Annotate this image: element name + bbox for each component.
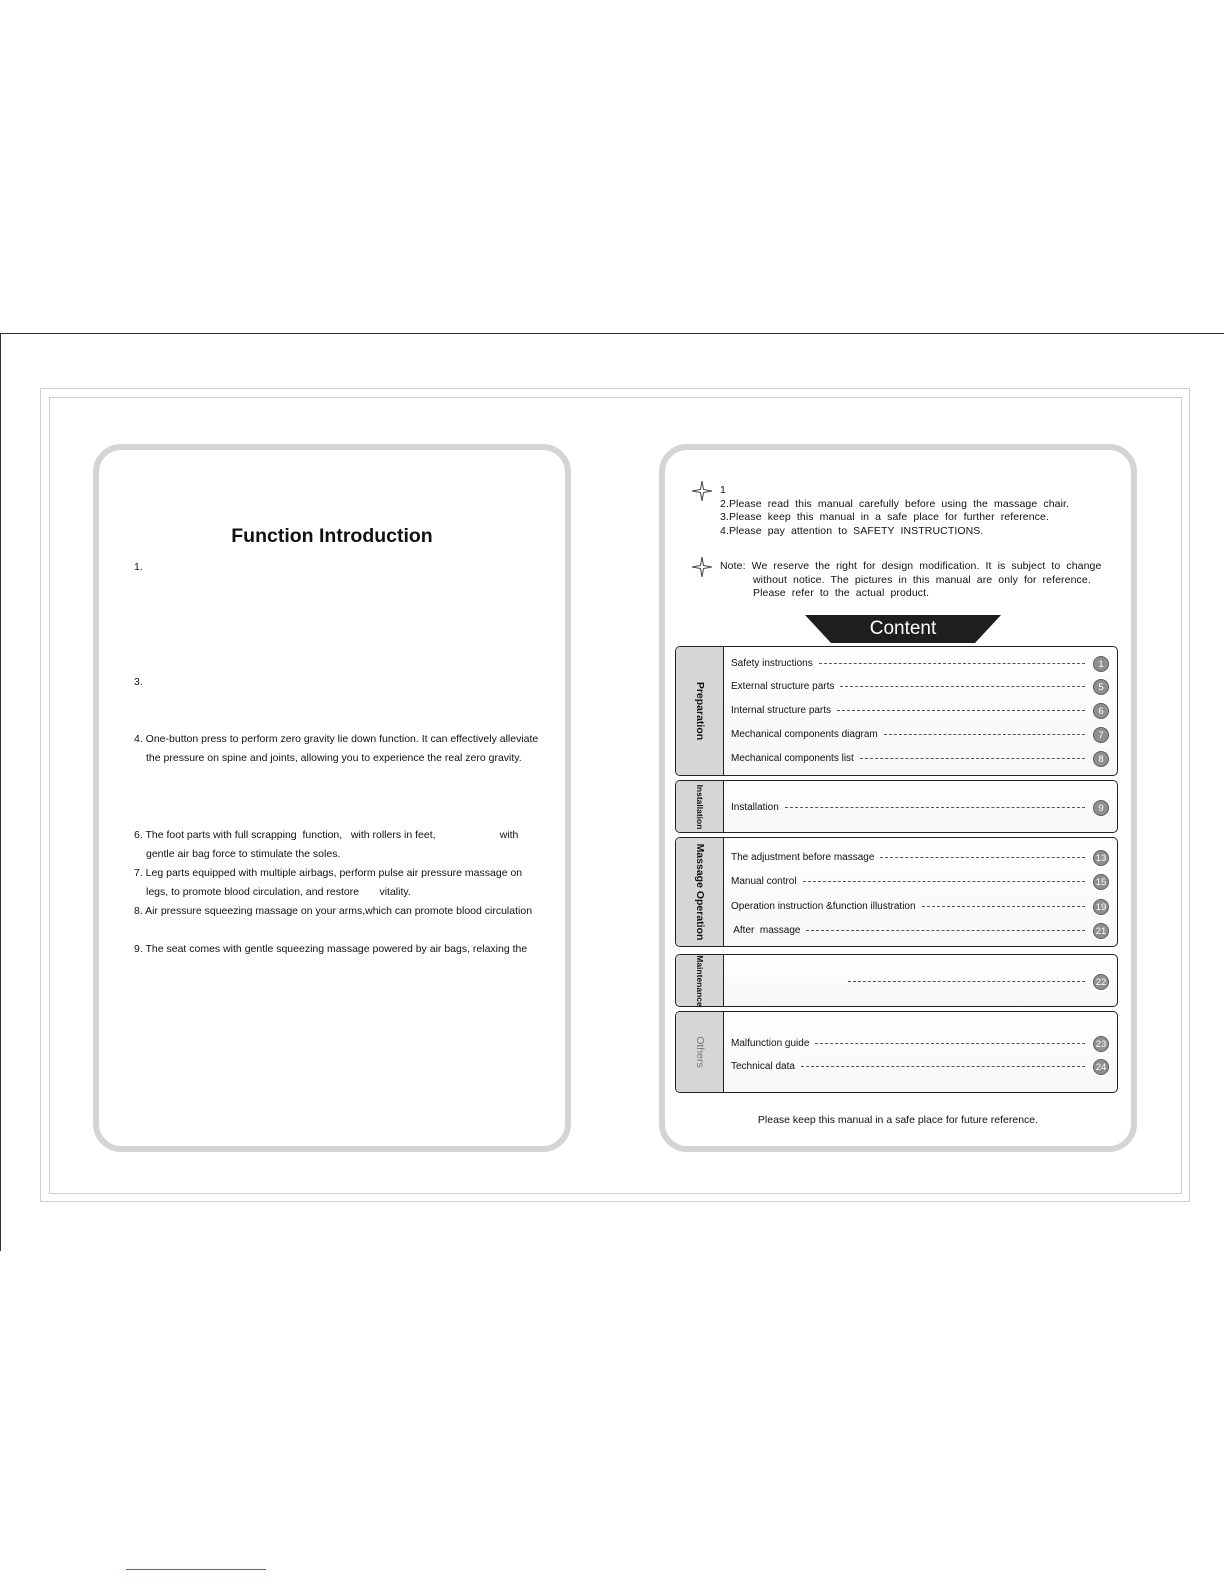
leader-dots — [819, 663, 1085, 664]
section-maintenance — [675, 954, 1118, 1007]
leader-dots — [880, 857, 1085, 858]
item-line: gentle air bag force to stimulate the soles. — [146, 848, 341, 860]
toc-row[interactable] — [731, 799, 1109, 816]
section-others — [675, 1011, 1118, 1093]
note-line: 4.Please pay attention to SAFETY INSTRUCTIONS. — [720, 524, 984, 537]
toc-row[interactable] — [731, 898, 1109, 915]
design-note — [720, 560, 1101, 601]
content-title: Content — [869, 618, 937, 639]
note-line: 3.Please keep this manual in a safe place for further reference. — [720, 511, 1049, 523]
leader-dots — [815, 1043, 1085, 1044]
leader-dots — [837, 710, 1085, 711]
item-line: 3. — [134, 676, 143, 688]
toc-row[interactable] — [731, 726, 1109, 743]
toc-label: Manual control — [731, 876, 797, 887]
leader-dots — [801, 1066, 1085, 1067]
toc-row[interactable] — [731, 1058, 1109, 1075]
toc-label: After massage — [731, 925, 801, 936]
item-line: 6. The foot parts with full scrapping function, with rollers in feet, with — [134, 829, 519, 841]
page-number-badge: 19 — [1093, 899, 1109, 915]
toc-label: External structure parts — [731, 681, 835, 692]
function-introduction-page — [93, 444, 571, 1152]
item-line: 9. The seat comes with gentle squeezing massage powered by air bags, relaxing the — [134, 943, 528, 955]
toc-label: Safety instructions — [731, 658, 813, 669]
note-line: Please refer to the actual product. — [753, 587, 930, 599]
toc-row[interactable] — [731, 922, 1109, 939]
section-tab — [676, 647, 724, 775]
toc-row[interactable] — [731, 1035, 1109, 1052]
section-name: Installation — [694, 784, 705, 829]
leader-dots — [803, 881, 1085, 882]
item-line: 7. Leg parts equipped with multiple airbags, perform pulse air pressure massage on — [134, 867, 523, 879]
leader-dots — [922, 906, 1085, 907]
item-line: legs, to promote blood circulation, and restore vitality. — [146, 886, 411, 898]
leader-dots — [884, 734, 1085, 735]
page-number-badge: 1 — [1093, 656, 1109, 672]
toc-label: Internal structure parts — [731, 705, 832, 716]
sparkle-star-icon — [692, 481, 712, 501]
toc-label: Operation instruction &function illustration — [731, 901, 916, 912]
page-number-badge: 22 — [1093, 974, 1109, 990]
page-number-badge: 21 — [1093, 923, 1109, 939]
function-item-3 — [134, 673, 143, 692]
page-number-badge: 9 — [1093, 800, 1109, 816]
content-banner — [805, 615, 1001, 643]
page-number-badge: 23 — [1093, 1036, 1109, 1052]
function-item-6 — [134, 826, 518, 864]
function-item-4 — [134, 730, 538, 768]
page-number-badge: 8 — [1093, 751, 1109, 767]
item-line: 8. Air pressure squeezing massage on your arms,which can promote blood circulation — [134, 905, 533, 917]
leader-dots — [806, 930, 1085, 931]
function-item-7 — [134, 864, 522, 902]
sparkle-star-icon — [692, 557, 712, 577]
note-line: Note: We reserve the right for design modification. It is subject to change — [720, 560, 1102, 572]
section-name: Massage Operation — [693, 843, 706, 941]
sheet-left-border — [0, 333, 1, 1251]
bottom-link-underline[interactable] — [126, 1569, 266, 1570]
leader-dots — [840, 686, 1085, 687]
note-line: 1 — [720, 484, 726, 496]
function-item-8 — [134, 902, 532, 921]
section-installation — [675, 780, 1118, 833]
page-number-badge: 13 — [1093, 850, 1109, 866]
function-item-1 — [134, 558, 143, 577]
toc-row[interactable] — [731, 750, 1109, 767]
sheet-top-border — [0, 333, 1224, 334]
page-title: Function Introduction — [231, 525, 433, 547]
toc-label: Installation — [731, 802, 779, 813]
section-tab — [676, 1012, 724, 1092]
section-massage-operation — [675, 837, 1118, 947]
section-name: Maintenance — [694, 954, 705, 1007]
section-tab — [676, 838, 724, 946]
toc-label: The adjustment before massage — [731, 852, 875, 863]
contents-page — [659, 444, 1137, 1152]
section-tab — [676, 955, 724, 1006]
leader-dots — [860, 758, 1085, 759]
page-number-badge: 5 — [1093, 679, 1109, 695]
leader-dots — [848, 981, 1085, 982]
section-name: Others — [693, 1036, 706, 1068]
item-line: the pressure on spine and joints, allowing you to experience the real zero gravity. — [146, 752, 522, 764]
toc-label: Malfunction guide — [731, 1038, 810, 1049]
note-line: without notice. The pictures in this manual are only for reference. — [753, 573, 1091, 586]
item-line: 4. One-button press to perform zero gravity lie down function. It can effectively alleviate — [134, 733, 539, 745]
toc-row[interactable] — [731, 678, 1109, 695]
page-number-badge: 6 — [1093, 703, 1109, 719]
page-number-badge: 7 — [1093, 727, 1109, 743]
toc-row[interactable] — [842, 973, 1109, 990]
page-number-badge: 15 — [1093, 874, 1109, 890]
toc-row[interactable] — [731, 873, 1109, 890]
toc-label: Mechanical components list — [731, 753, 854, 764]
section-preparation — [675, 646, 1118, 776]
item-line: 1. — [134, 561, 143, 573]
toc-row[interactable] — [731, 849, 1109, 866]
section-name: Preparation — [693, 681, 706, 741]
page-number-badge: 24 — [1093, 1059, 1109, 1075]
leader-dots — [785, 807, 1085, 808]
toc-row[interactable] — [731, 702, 1109, 719]
function-item-9 — [134, 940, 527, 959]
toc-row[interactable] — [731, 655, 1109, 672]
toc-label: Mechanical components diagram — [731, 729, 878, 740]
instruction-notes — [720, 484, 1069, 538]
note-line: 2.Please read this manual carefully before using the massage chair. — [720, 497, 1070, 510]
toc-label: Technical data — [731, 1061, 795, 1072]
section-tab — [676, 781, 724, 832]
footer-note: Please keep this manual in a safe place for future reference. — [757, 1114, 1039, 1126]
